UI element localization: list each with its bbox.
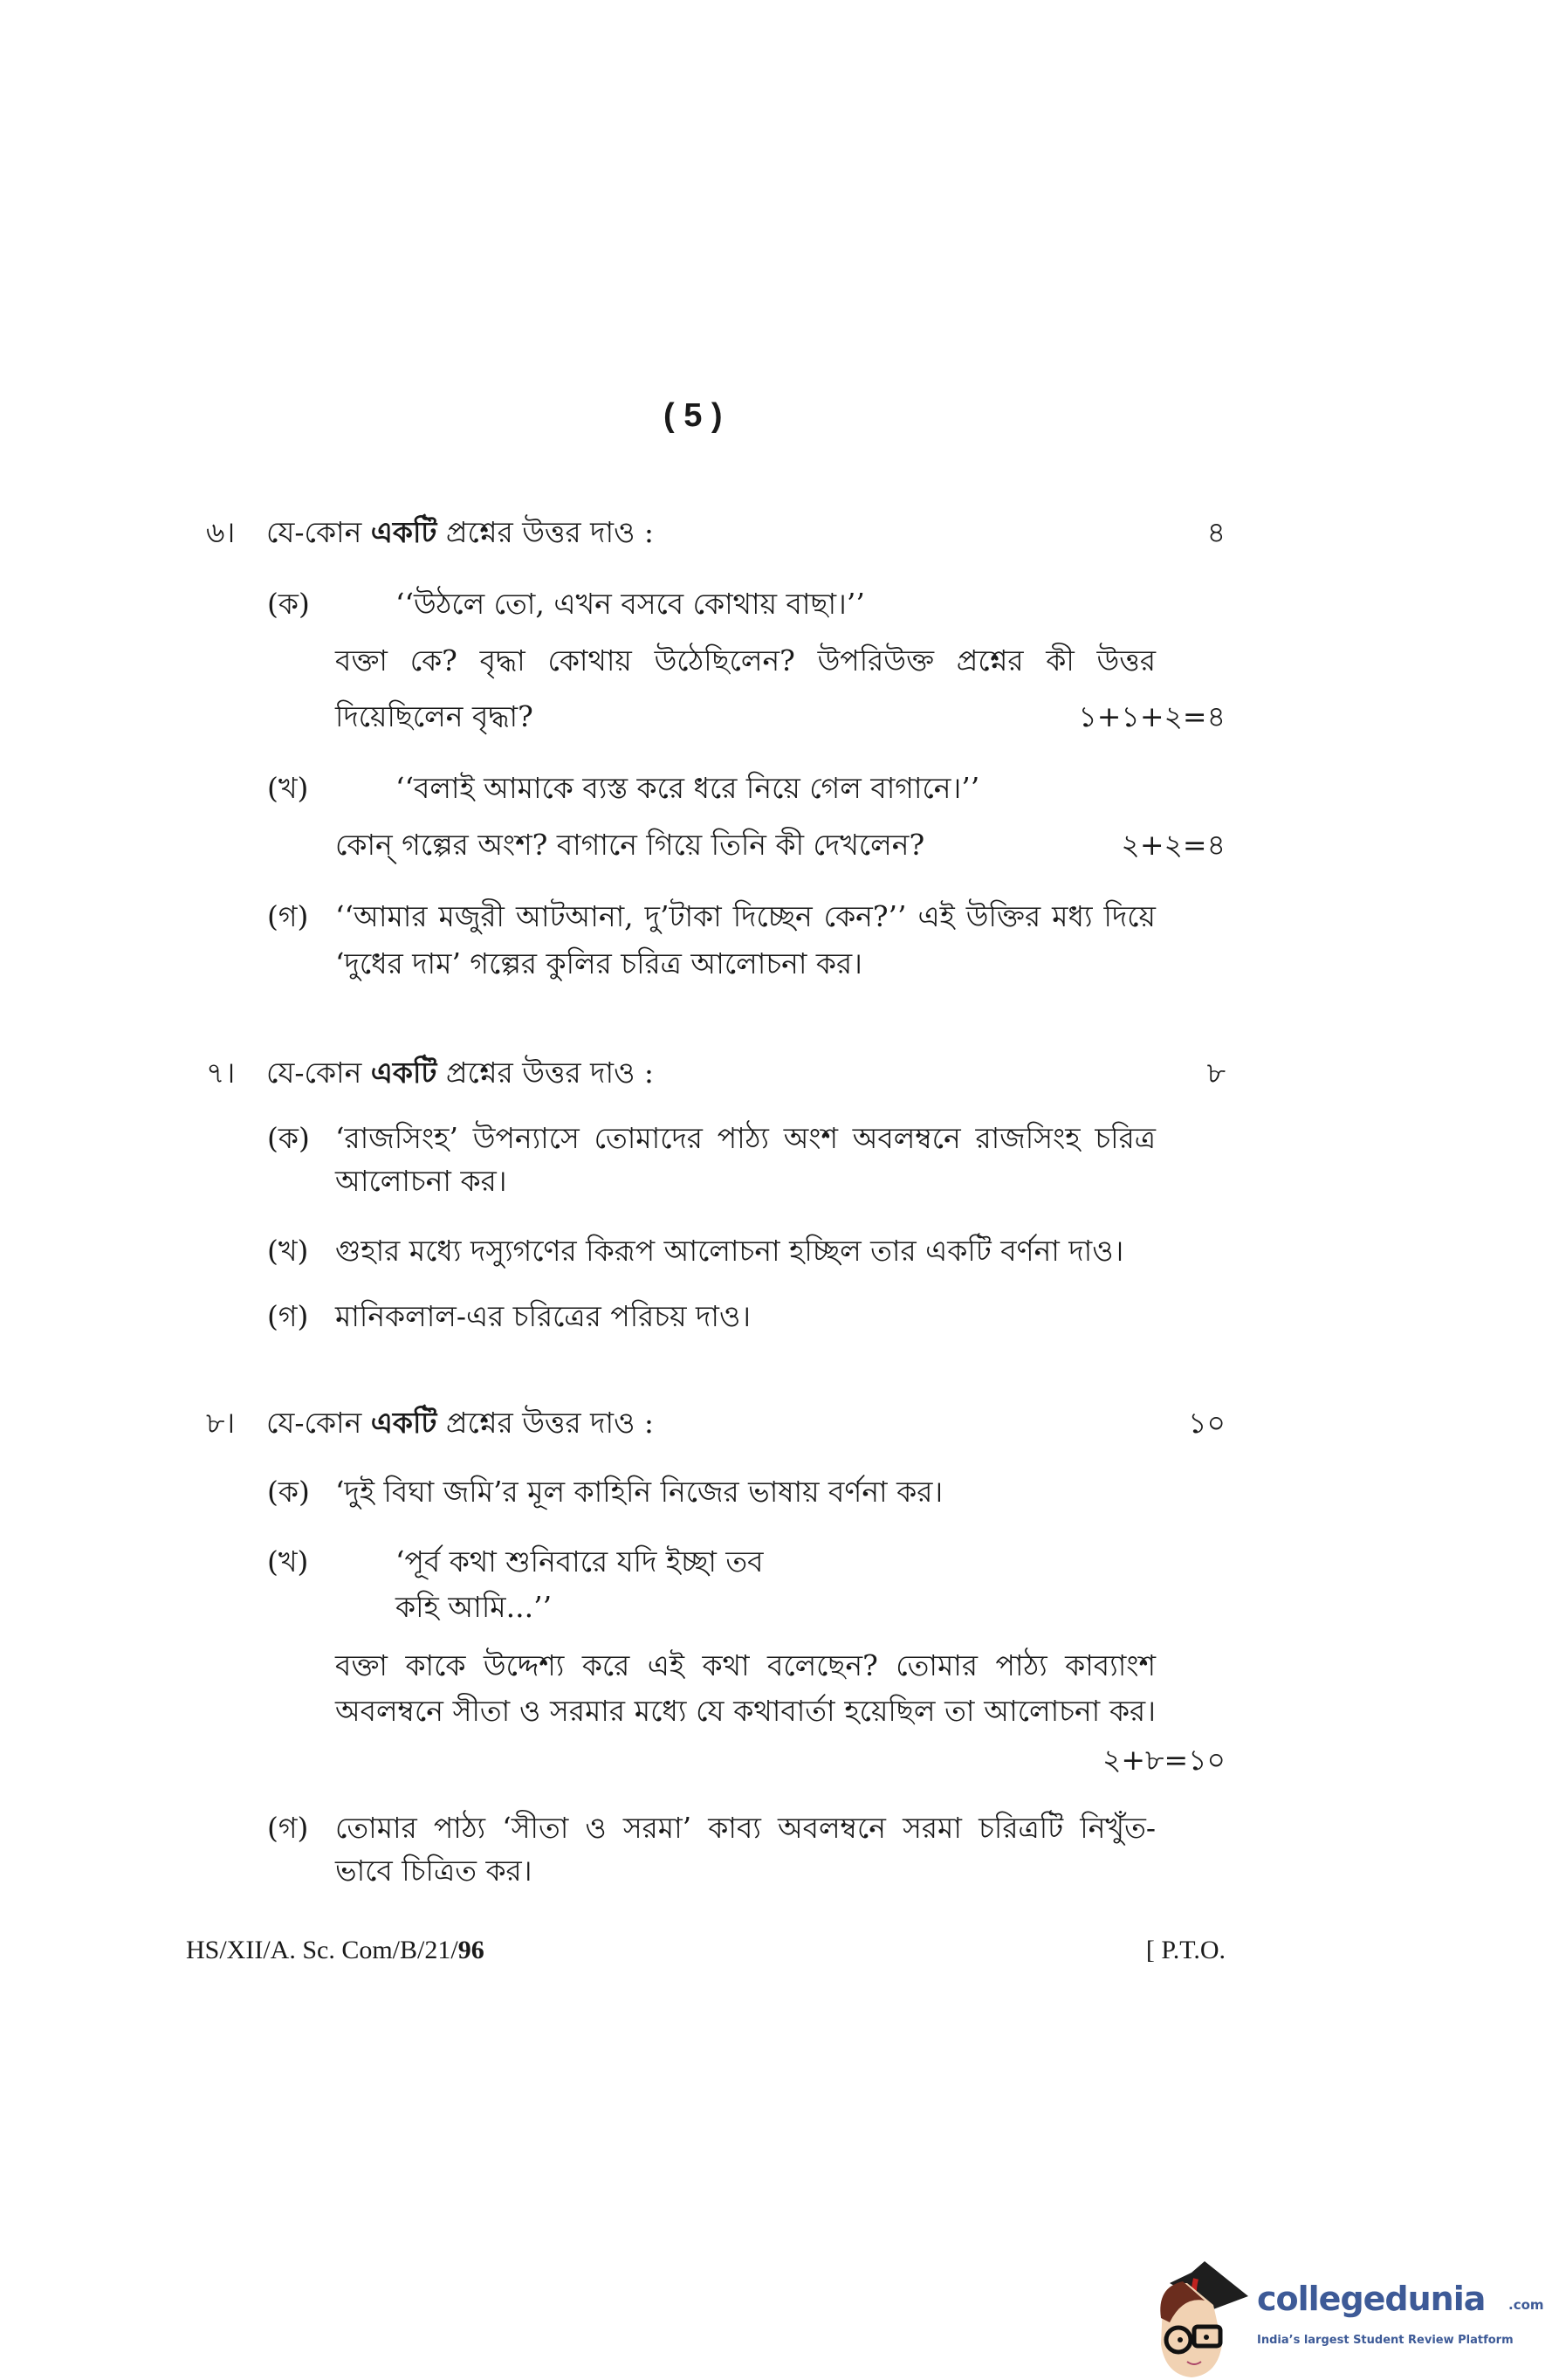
paper-code-text: HS/XII/A. Sc. Com/B/21/ bbox=[186, 1936, 458, 1964]
prompt-text: প্রশ্নের উত্তর দাও : bbox=[436, 1056, 654, 1090]
paper-code-bold: 96 bbox=[457, 1936, 484, 1964]
part-label: (ক) bbox=[267, 587, 310, 621]
part-marks: ২+৮=১০ bbox=[1102, 1743, 1226, 1777]
brand-tagline: India’s largest Student Review Platform bbox=[1257, 2334, 1514, 2347]
part-text: বক্তা কাকে উদ্দেশ্য করে এই কথা বলেছেন? তোমার পাঠ্য কাব্যাংশ bbox=[335, 1648, 1156, 1682]
question-number: ৭। bbox=[206, 1056, 236, 1090]
brand-name: collegedunia bbox=[1257, 2280, 1486, 2318]
part-text: অবলম্বনে সীতা ও সরমার মধ্যে যে কথাবার্তা হয়েছিল তা আলোচনা কর। bbox=[335, 1694, 1156, 1728]
collegedunia-logo bbox=[1143, 2257, 1559, 2380]
pto-label: [ P.T.O. bbox=[1145, 1936, 1226, 1964]
prompt-text: প্রশ্নের উত্তর দাও : bbox=[436, 515, 654, 549]
part-text: তোমার পাঠ্য ‘সীতা ও সরমা’ কাব্য অবলম্বনে সরমা চরিত্রটি নিখুঁত- bbox=[335, 1811, 1156, 1845]
part-quote: কহি আমি...’’ bbox=[395, 1590, 553, 1624]
part-text: আলোচনা কর। bbox=[335, 1164, 507, 1198]
page-number: ( 5 ) bbox=[663, 397, 723, 434]
part-marks: ২+২=৪ bbox=[1121, 828, 1226, 862]
prompt-bold: একটি bbox=[370, 1406, 437, 1440]
part-quote: ‘পূর্ব কথা শুনিবারে যদি ইচ্ছা তব bbox=[395, 1544, 764, 1579]
paper-code bbox=[186, 1930, 484, 1971]
part-text: ‘‘আমার মজুরী আটআনা, দু’টাকা দিচ্ছেন কেন?’’ এই উক্তির মধ্য দিয়ে bbox=[335, 899, 1156, 933]
part-text: মানিকলাল-এর চরিত্রের পরিচয় দাও। bbox=[335, 1299, 752, 1333]
prompt-text: প্রশ্নের উত্তর দাও : bbox=[436, 1406, 654, 1440]
brand-domain: .com bbox=[1508, 2297, 1544, 2313]
part-label: (খ) bbox=[267, 1544, 309, 1579]
question-marks: ৪ bbox=[1206, 515, 1226, 549]
part-quote: ‘‘বলাই আমাকে ব্যস্ত করে ধরে নিয়ে গেল বাগানে।’’ bbox=[395, 771, 980, 805]
part-text: গুহার মধ্যে দস্যুগণের কিরূপ আলোচনা হচ্ছিল তার একটি বর্ণনা দাও। bbox=[335, 1234, 1124, 1268]
question-marks: ৮ bbox=[1206, 1056, 1226, 1090]
part-label: (গ) bbox=[267, 1811, 309, 1845]
question-prompt bbox=[266, 512, 654, 553]
question-prompt bbox=[266, 1053, 654, 1093]
part-label: (খ) bbox=[267, 771, 309, 805]
prompt-bold: একটি bbox=[370, 1056, 437, 1090]
question-number: ৮। bbox=[206, 1406, 236, 1440]
mascot-icon bbox=[1143, 2257, 1257, 2380]
question-number: ৬। bbox=[206, 515, 236, 549]
part-text: বক্তা কে? বৃদ্ধা কোথায় উঠেছিলেন? উপরিউক্ত প্রশ্নের কী উত্তর bbox=[335, 643, 1156, 678]
question-marks: ১০ bbox=[1188, 1406, 1226, 1440]
part-text: দিয়েছিলেন বৃদ্ধা? bbox=[335, 699, 533, 733]
part-label: (ক) bbox=[267, 1475, 310, 1509]
part-text: ‘দুই বিঘা জমি’র মূল কাহিনি নিজের ভাষায় বর্ণনা কর। bbox=[335, 1475, 944, 1509]
part-label: (গ) bbox=[267, 899, 309, 933]
part-marks: ১+১+২=৪ bbox=[1078, 699, 1226, 733]
part-label: (ক) bbox=[267, 1121, 310, 1155]
part-text: ভাবে চিত্রিত কর। bbox=[335, 1854, 532, 1888]
prompt-bold: একটি bbox=[370, 515, 437, 549]
prompt-text: যে-কোন bbox=[266, 1406, 371, 1440]
part-text: ‘রাজসিংহ’ উপন্যাসে তোমাদের পাঠ্য অংশ অবলম্বনে রাজসিংহ চরিত্র bbox=[335, 1121, 1156, 1155]
prompt-text: যে-কোন bbox=[266, 515, 371, 549]
part-quote: ‘‘উঠলে তো, এখন বসবে কোথায় বাছা।’’ bbox=[395, 587, 865, 621]
part-label: (খ) bbox=[267, 1234, 309, 1268]
part-text: ‘দুধের দাম’ গল্পের কুলির চরিত্র আলোচনা কর। bbox=[335, 946, 862, 980]
prompt-text: যে-কোন bbox=[266, 1056, 371, 1090]
part-label: (গ) bbox=[267, 1299, 309, 1333]
question-prompt bbox=[266, 1403, 654, 1443]
part-text: কোন্ গল্পের অংশ? বাগানে গিয়ে তিনি কী দেখলেন? bbox=[335, 828, 925, 862]
